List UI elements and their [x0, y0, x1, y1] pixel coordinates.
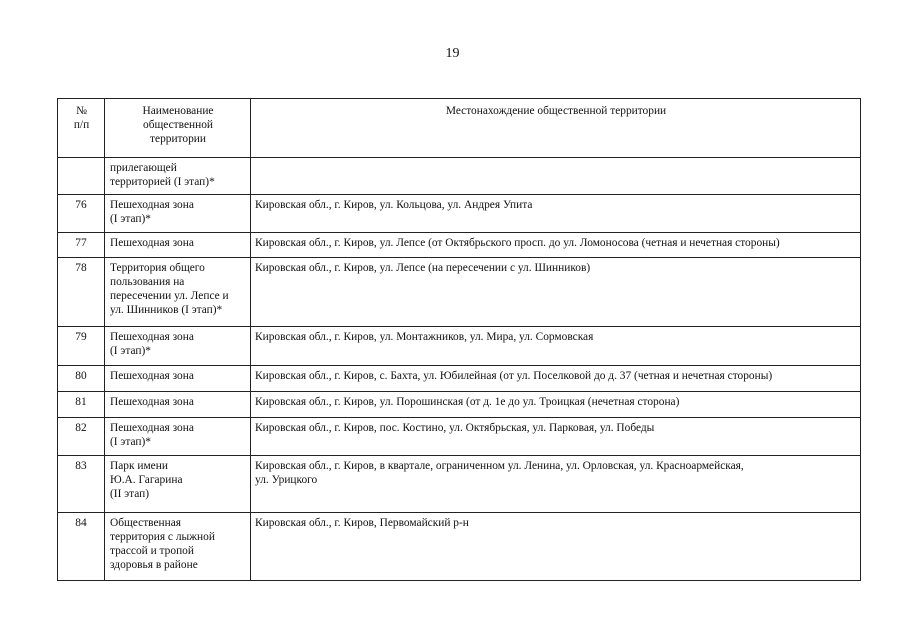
row-name-line: Пешеходная зона [110, 331, 194, 343]
row-num: 84 [58, 513, 105, 581]
row-name [105, 366, 251, 392]
row-name [105, 513, 251, 581]
row-location-line: Кировская обл., г. Киров, ул. Кольцова, ул. Андрея Упита [255, 199, 533, 211]
row-location-line: Кировская обл., г. Киров, с. Бахта, ул. Юбилейная (от ул. Поселковой до д. 37 (четная и нечетная стороны) [255, 370, 773, 382]
row-location-line: Кировская обл., г. Киров, ул. Лепсе (на пересечении с ул. Шинников) [255, 262, 591, 274]
row-location [251, 366, 861, 392]
row-name-line: Пешеходная зона [110, 237, 194, 249]
row-location [251, 195, 861, 233]
row-location-line: Кировская обл., г. Киров, в квартале, ограниченном ул. Ленина, ул. Орловская, ул. Красноармейская, [255, 460, 744, 472]
row-location [251, 233, 861, 258]
row-location-line: Кировская обл., г. Киров, Первомайский р-н [255, 517, 469, 529]
row-name [105, 158, 251, 195]
row-name-line: здоровья в районе [110, 559, 198, 571]
row-name [105, 195, 251, 233]
row-name [105, 456, 251, 513]
table-row [58, 513, 861, 581]
row-name [105, 233, 251, 258]
row-location [251, 456, 861, 513]
row-name-line: Пешеходная зона [110, 199, 194, 211]
header-name-line: Наименование [142, 105, 214, 117]
row-name-line: пересечении ул. Лепсе и [110, 290, 229, 302]
row-num: 80 [58, 366, 105, 392]
row-name-line: Пешеходная зона [110, 370, 194, 382]
row-num: 83 [58, 456, 105, 513]
row-name-line: (I этап)* [110, 436, 151, 448]
table-row [58, 366, 861, 392]
row-location [251, 392, 861, 418]
row-num: 76 [58, 195, 105, 233]
row-name-line: (II этап) [110, 488, 150, 500]
header-name-line: общественной [143, 119, 213, 131]
row-num: 78 [58, 258, 105, 327]
row-num: 81 [58, 392, 105, 418]
territory-table [57, 98, 861, 581]
row-location [251, 158, 861, 195]
row-num: 79 [58, 327, 105, 366]
row-name-line: Ю.А. Гагарина [110, 474, 183, 486]
row-name-line: Пешеходная зона [110, 422, 194, 434]
row-location [251, 513, 861, 581]
table-row [58, 418, 861, 456]
row-name [105, 392, 251, 418]
table-row [58, 195, 861, 233]
header-num-line: № [76, 105, 87, 117]
row-name-line: территорией (I этап)* [110, 176, 215, 188]
row-location-line: Кировская обл., г. Киров, ул. Порошинская (от д. 1е до ул. Троицкая (нечетная сторона) [255, 396, 680, 408]
header-location [251, 99, 861, 158]
row-name [105, 258, 251, 327]
row-location [251, 258, 861, 327]
row-name [105, 418, 251, 456]
row-name-line: (I этап)* [110, 345, 151, 357]
row-location-line: Кировская обл., г. Киров, ул. Лепсе (от Октябрьского просп. до ул. Ломоносова (четная и нечетная стороны) [255, 237, 780, 249]
row-name-line: ул. Шинников (I этап)* [110, 304, 223, 316]
row-name-line: Территория общего [110, 262, 205, 274]
row-name-line: (I этап)* [110, 213, 151, 225]
row-num: 82 [58, 418, 105, 456]
row-location-line: Кировская обл., г. Киров, ул. Монтажников, ул. Мира, ул. Сормовская [255, 331, 594, 343]
row-name-line: пользования на [110, 276, 185, 288]
table-row [58, 158, 861, 195]
row-num [58, 158, 105, 195]
row-location [251, 327, 861, 366]
header-name [105, 99, 251, 158]
row-location [251, 418, 861, 456]
table-row [58, 258, 861, 327]
row-name-line: территория с лыжной [110, 531, 215, 543]
header-location-line: Местонахождение общественной территории [445, 105, 667, 117]
row-name-line: прилегающей [110, 162, 177, 174]
header-num [58, 99, 105, 158]
table-row [58, 233, 861, 258]
row-name-line: Пешеходная зона [110, 396, 194, 408]
row-location-line: Кировская обл., г. Киров, пос. Костино, ул. Октябрьская, ул. Парковая, ул. Победы [255, 422, 655, 434]
header-name-line: территории [150, 133, 206, 145]
row-name-line: трассой и тропой [110, 545, 194, 557]
table-header-row [58, 99, 861, 158]
row-name-line: Парк имени [110, 460, 168, 472]
header-num-line: п/п [73, 119, 90, 131]
table-row [58, 392, 861, 418]
table-row [58, 327, 861, 366]
table-row [58, 456, 861, 513]
row-num: 77 [58, 233, 105, 258]
row-location-line: ул. Урицкого [255, 474, 318, 486]
page-number: 19 [445, 46, 460, 61]
row-name-line: Общественная [110, 517, 182, 529]
row-name [105, 327, 251, 366]
